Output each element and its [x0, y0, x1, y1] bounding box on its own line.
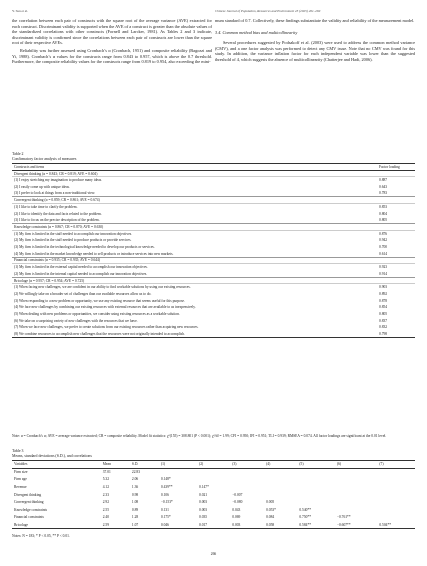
variable-name: Convergent thinking — [14, 500, 44, 505]
cell-value: 1.36 — [131, 485, 139, 490]
item-text: (1) My firm is limited in the staff needed to accomplish our innovation objectives. — [14, 231, 133, 236]
item-row — [12, 304, 415, 311]
empty-cell — [377, 170, 415, 177]
factor-loading: 0.876 — [379, 231, 388, 236]
factor-loading: 0.804 — [379, 211, 388, 216]
column-header: (7) — [377, 461, 415, 469]
table3-caption — [12, 449, 92, 458]
cell-value — [377, 476, 415, 484]
item-text: (4) We face new challenges by combining our existing resources with external resources that are available to us inexpensively. — [14, 305, 196, 310]
variable-name: Financial constraints — [14, 515, 44, 520]
cell-value: 2.92 — [102, 500, 110, 505]
table3-header-row — [12, 461, 415, 469]
cell-value: 2.06 — [131, 477, 139, 482]
cell-value — [335, 491, 377, 499]
item-text: (5) When dealing with new problems or opportunities, we consider using existing resources as a workable solution. — [14, 311, 180, 316]
item-row — [12, 217, 415, 224]
column-header: S.D. — [130, 461, 159, 469]
column-header: Constructs and items — [12, 164, 377, 171]
construct-header: Bricolage (α = 0.957; CR = 0.954; AVE = 0.725) — [12, 277, 377, 284]
cell-value: 0.003 — [230, 521, 264, 529]
table2-caption — [12, 152, 76, 161]
table3 — [12, 460, 415, 529]
construct-row — [12, 257, 415, 264]
construct-header: Financial constraints (α = 0.935; CR = 0.935; AVE = 0.644) — [12, 257, 377, 264]
cell-value: 0.021 — [199, 492, 208, 497]
variable-name: Bricolage — [12, 521, 101, 529]
cell-value: 0.98 — [131, 492, 139, 497]
item-text: (8) We combine resources to accomplish new challenges that the resources were not originally intended to accomplish. — [12, 331, 377, 338]
cell-value: 0.069 — [232, 515, 241, 520]
column-header: (3) — [230, 461, 264, 469]
left-column — [12, 18, 212, 67]
item-row — [12, 204, 415, 211]
cell-value: 0.89 — [131, 507, 139, 512]
cell-value — [297, 491, 335, 499]
cell-value — [335, 483, 377, 491]
variable-name: Firm age — [14, 477, 27, 482]
factor-loading: 0.878 — [379, 298, 388, 303]
table2-header-row — [12, 164, 415, 171]
cell-value — [335, 498, 377, 506]
cell-value: 0.017 — [197, 521, 230, 529]
cell-value: 0.584** — [297, 521, 335, 529]
cell-value: 0.147* — [199, 485, 209, 490]
cell-value — [377, 506, 415, 514]
cell-value — [230, 476, 264, 484]
cell-value: 5.32 — [102, 477, 110, 482]
factor-loading: 0.783 — [379, 191, 388, 196]
cell-value: 1.07 — [130, 521, 159, 529]
cell-value: 4.12 — [102, 485, 110, 490]
item-row — [12, 297, 415, 304]
cell-value: 0.003 — [199, 507, 208, 512]
factor-loading: 0.923 — [379, 265, 388, 270]
column-header: (4) — [264, 461, 297, 469]
construct-header: Convergent thinking (α = 0.859; CR = 0.861; AVE = 0.674) — [12, 197, 377, 204]
item-row — [12, 324, 415, 331]
item-text: (2) I like to identify the data and facts related to the problem. — [14, 211, 102, 216]
cell-value: 0.035 — [199, 515, 208, 520]
table3-row — [12, 483, 415, 491]
factor-loading: 0.700 — [379, 245, 388, 250]
cell-value: 0.540** — [299, 507, 312, 512]
table3-row — [12, 514, 415, 522]
item-text: (3) When responding to a new problem or opportunity, we use any existing resource that seems useful for this purpose. — [14, 298, 185, 303]
table2 — [12, 163, 415, 338]
variable-name: Firm size — [14, 470, 28, 475]
item-row — [12, 331, 415, 338]
running-head-journal: Chinese Journal of Population, Resources and Environment 23 (2025) 261–269 — [215, 9, 321, 13]
item-row — [12, 190, 415, 197]
cell-value — [377, 491, 415, 499]
cell-value: 0.148* — [160, 477, 171, 482]
item-row — [12, 250, 415, 257]
item-text: (3) I like to focus on the precise description of the problem. — [14, 218, 100, 223]
item-row — [12, 311, 415, 318]
column-header: Factor loading — [377, 164, 415, 171]
paragraph: Reliability was further assessed using Cronbach’s α (Cronbach, 1951) and composite reliability (Bagozzi and Yi, 1988). Cronbach’s α values for the constructs range from 0.843 to 0.957, which is above the 0.7 threshold. Furthermore, the composite reliability values for the constructs range from 0.819 to 0.954, also exceeding the mini- — [12, 47, 212, 65]
cell-value — [230, 483, 264, 491]
cell-value: 0.175* — [160, 515, 171, 520]
column-header: Variables — [12, 461, 101, 469]
cell-value: 0.043 — [232, 507, 241, 512]
item-row — [12, 210, 415, 217]
cell-value: 1.28 — [131, 515, 139, 520]
factor-loading: 0.914 — [379, 271, 388, 276]
cell-value — [264, 476, 297, 484]
item-text: (3) I prefer to look at things from a non-traditional view. — [14, 191, 96, 196]
factor-loading: 0.853 — [379, 205, 388, 210]
factor-loading: 0.805 — [379, 218, 388, 223]
cell-value — [297, 498, 335, 506]
item-row — [12, 230, 415, 237]
column-header: (2) — [197, 461, 230, 469]
item-text: (7) When we face new challenges, we prefer to create solutions from our existing resources rather than acquiring new resources. — [14, 325, 199, 330]
cell-value: 0.005 — [266, 500, 275, 505]
cell-value: 2.40 — [102, 515, 110, 520]
variable-name: Knowledge constraints — [14, 507, 48, 512]
cell-value — [264, 491, 297, 499]
item-text: (2) My firm is limited in the internal capital needed to accomplish our innovation objectives. — [14, 271, 148, 276]
cell-value: −0.761** — [336, 515, 351, 520]
item-row — [12, 291, 415, 298]
table2-title: Confirmatory factor analysis of measures — [12, 156, 77, 161]
cell-value: 0.504** — [377, 521, 415, 529]
cell-value — [197, 476, 230, 484]
cell-value — [377, 498, 415, 506]
item-row — [12, 317, 415, 324]
cell-value — [230, 468, 264, 476]
factor-loading: 0.614 — [379, 251, 388, 256]
cell-value — [297, 476, 335, 484]
table2-label: Table 2 — [12, 152, 24, 156]
factor-loading: 0.942 — [379, 238, 388, 243]
factor-loading: 0.832 — [379, 325, 388, 330]
column-header: (5) — [297, 461, 335, 469]
cell-value — [197, 468, 230, 476]
cell-value: −0.080 — [232, 500, 243, 505]
item-row — [12, 284, 415, 291]
cell-value: 2.55 — [102, 507, 110, 512]
cell-value — [297, 468, 335, 476]
paragraph: the correlation between each pair of constructs with the square root of the average variance (AVE) extracted for each construct. Discriminant validity is supported when the AVE of a construct is greater than the absolute values of the standardized correlations with other constructs (Fornell and Larcker, 1981). As Tables 2 and 3 indicate, discriminant validity is confirmed since the correlations between each pair of constructs are lower than the square root of their respective AVEs. — [12, 18, 212, 46]
cell-value — [335, 468, 377, 476]
running-head-authors: Y. Sun et al. — [12, 9, 28, 13]
cell-value — [297, 483, 335, 491]
cell-value: 37.01 — [102, 470, 111, 475]
cell-value: 0.084 — [266, 515, 275, 520]
item-row — [12, 244, 415, 251]
cell-value — [264, 483, 297, 491]
factor-loading: 0.892 — [379, 291, 388, 296]
cell-value: 0.053* — [266, 507, 276, 512]
cell-value: 0.439** — [160, 485, 173, 490]
cell-value — [377, 514, 415, 522]
factor-loading: 0.643 — [379, 184, 388, 189]
factor-loading: 0.837 — [379, 318, 388, 323]
cell-value — [377, 483, 415, 491]
factor-loading: 0.798 — [377, 331, 415, 338]
cell-value: −0.007 — [232, 492, 243, 497]
construct-header: Divergent thinking (α = 0.843; CR = 0.819; AVE = 0.604) — [12, 170, 377, 177]
cell-value: −0.153* — [160, 500, 173, 505]
cell-value: 0.046 — [159, 521, 197, 529]
cell-value: −0.607** — [335, 521, 377, 529]
cell-value: 2.59 — [101, 521, 130, 529]
table3-row — [12, 506, 415, 514]
empty-cell — [377, 277, 415, 284]
variable-name: Revenue — [14, 485, 27, 490]
empty-cell — [377, 224, 415, 231]
empty-cell — [377, 257, 415, 264]
table3-note: Notes: N = 183; * P < 0.05, ** P < 0.01. — [12, 534, 70, 538]
construct-row — [12, 277, 415, 284]
table3-label: Table 3 — [12, 449, 24, 453]
cell-value: 1.08 — [131, 500, 139, 505]
section-heading: 3.4. Common method bias and multicollinearity — [215, 29, 298, 35]
paragraph: mum standard of 0.7. Collectively, these findings substantiate the validity and reliability of the measurement model. — [215, 18, 415, 23]
item-row — [12, 184, 415, 191]
item-text: (3) My firm is limited in the technological knowledge needed to develop our products or services. — [14, 245, 155, 250]
cell-value: 0.058 — [264, 521, 297, 529]
right-column — [215, 18, 415, 65]
variable-name: Divergent thinking — [14, 492, 42, 497]
table3-row — [12, 468, 415, 476]
item-text: (4) My firm is limited in the market knowledge needed to sell products or introduce services into new markets. — [14, 251, 174, 256]
column-header: Mean — [101, 461, 130, 469]
item-text: (1) I like to take time to clarify the problem. — [14, 205, 78, 210]
item-text: (2) I easily come up with unique ideas. — [14, 184, 70, 189]
column-header: (6) — [335, 461, 377, 469]
table2-note: Note: α = Cronbach’s α; AVE = average variance extracted; CR = composite reliability. Model fit statistics: χ²(155) = 308.801 (P < 0.001); χ²/df = 1.99; CFI = 0.950; IFI = 0.951; TLI = 0.939; RMSEA = 0.074. All factor loadings are significant at the 0.01 level. — [12, 434, 387, 438]
cell-value — [335, 476, 377, 484]
factor-loading: 0.854 — [379, 305, 388, 310]
construct-header: Knowledge constraints (α = 0.867; CR = 0.870; AVE = 0.630) — [12, 224, 377, 231]
cell-value — [264, 468, 297, 476]
empty-cell — [377, 197, 415, 204]
page-number: 266 — [210, 552, 217, 556]
cell-value — [159, 468, 197, 476]
table3-row — [12, 521, 415, 529]
column-header: (1) — [159, 461, 197, 469]
item-row — [12, 271, 415, 278]
item-text: (2) My firm is limited in the staff needed to produce products or provide services. — [14, 238, 132, 243]
table3-title: Means, standard deviations (S.D.), and correlations — [12, 453, 92, 458]
item-row — [12, 264, 415, 271]
cell-value: 2.33 — [102, 492, 110, 497]
item-row — [12, 237, 415, 244]
cell-value: 0.750** — [299, 515, 312, 520]
cell-value — [335, 506, 377, 514]
item-text: (1) My firm is limited in the external capital needed to accomplish our innovation objectives. — [14, 265, 148, 270]
cell-value: 0.106 — [160, 492, 169, 497]
item-text: (6) We take on a surprising variety of new challenges with the resources that we have. — [14, 318, 138, 323]
paragraph: Several procedures suggested by Podsakoff et al. (2003) were used to address the common method variance (CMV), and a one factor analysis was performed to detect any CMV issue. Note that no CMV was found for this study. In addition, the variance inflation factor for each independent variable was lower than the suggested threshold of 4, which suggests the absence of multicollinearity (Chatterjee and Hadi, 2006). — [215, 40, 415, 62]
table3-row — [12, 491, 415, 499]
construct-row — [12, 197, 415, 204]
construct-row — [12, 224, 415, 231]
item-text: (1) When facing new challenges, we are confident in our ability to find workable solutions by using our existing resources. — [14, 285, 191, 290]
factor-loading: 0.887 — [379, 178, 388, 183]
cell-value: 22.83 — [131, 470, 141, 475]
factor-loading: 0.903 — [379, 285, 388, 290]
item-text: (1) I enjoy stretching my imagination to produce many ideas. — [14, 178, 103, 183]
cell-value — [377, 468, 415, 476]
factor-loading: 0.805 — [379, 311, 388, 316]
construct-row — [12, 170, 415, 177]
cell-value: 0.003 — [199, 500, 208, 505]
cell-value: 0.131 — [160, 507, 169, 512]
item-text: (2) We willingly take on a broader set of challenges than our available resources allow us to do. — [14, 291, 152, 296]
item-row — [12, 177, 415, 184]
table3-row — [12, 498, 415, 506]
table3-row — [12, 476, 415, 484]
